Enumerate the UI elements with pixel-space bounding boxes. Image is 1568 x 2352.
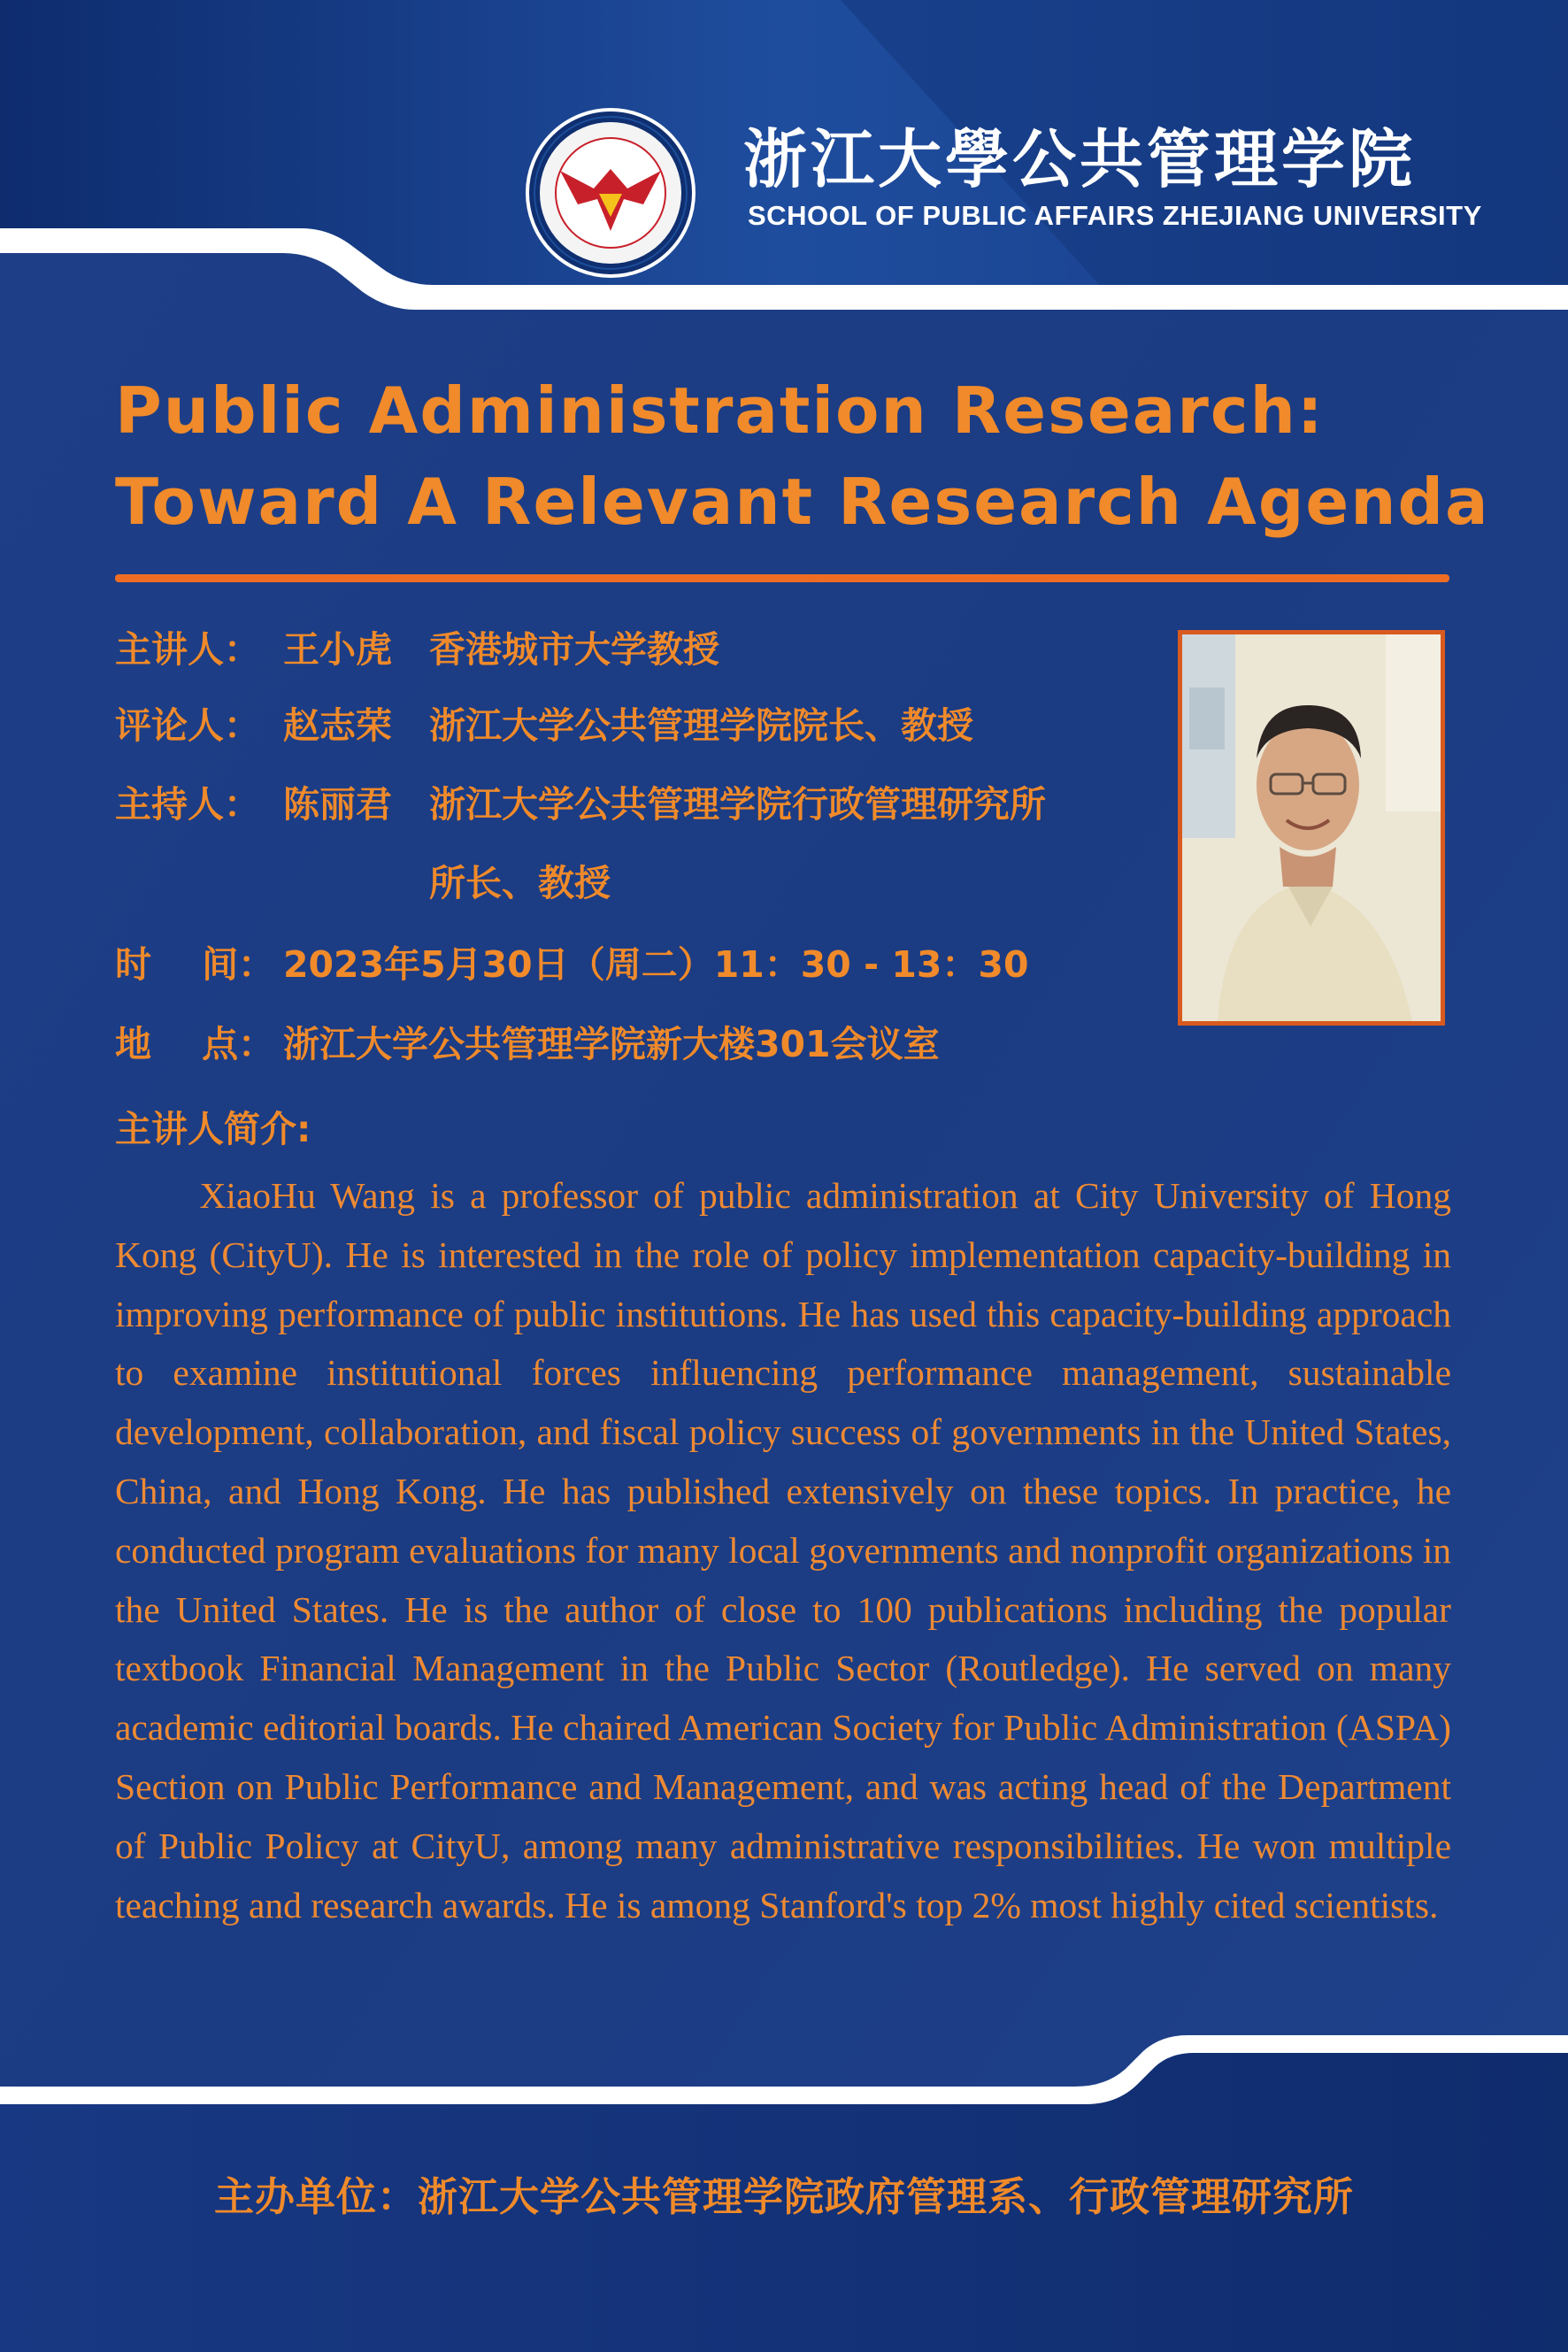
organizer-footer: 主办单位：浙江大学公共管理学院政府管理系、行政管理研究所 bbox=[213, 2173, 1354, 2220]
brand-chinese: 浙江大學公共管理学院 bbox=[743, 121, 1417, 196]
speaker-label: 主讲人： bbox=[115, 628, 260, 671]
place-value: 浙江大学公共管理学院新大楼301会议室 bbox=[283, 1023, 940, 1065]
time-label: 时 间： bbox=[115, 943, 275, 986]
host-row-continued bbox=[115, 857, 611, 910]
university-logo bbox=[525, 107, 696, 279]
speaker-photo bbox=[1178, 630, 1445, 1026]
host-label: 主持人： bbox=[115, 783, 260, 826]
title-line-2: Toward A Relevant Research Agenda bbox=[115, 465, 1490, 539]
commentator-row bbox=[115, 699, 973, 752]
lecture-title bbox=[115, 365, 1495, 548]
commentator-desc: 浙江大学公共管理学院院长、教授 bbox=[429, 704, 973, 747]
time-row bbox=[115, 938, 1028, 991]
title-line-1: Public Administration Research: bbox=[115, 373, 1325, 448]
place-label: 地 点： bbox=[115, 1023, 275, 1065]
title-divider bbox=[115, 574, 1449, 582]
speaker-desc: 香港城市大学教授 bbox=[429, 628, 719, 671]
commentator-label: 评论人： bbox=[115, 704, 260, 747]
host-row bbox=[115, 778, 1046, 831]
bio-heading: 主讲人简介: bbox=[115, 1108, 311, 1150]
time-value: 2023年5月30日（周二）11：30 - 13：30 bbox=[283, 943, 1029, 986]
bio-text: XiaoHu Wang is a professor of public administration at City University of Hong Kong (CityU). He is interested in the role of policy implementation capacity-building in improving performance of public institutions. He has used this capacity-building approach to examine institutional forces influencing performance management, sustainable development, collaboration, and fiscal policy success of governments in the United States, China, and Hong Kong. He has published extensively on these topics. In practice, he conducted program evaluations for many local governments and nonprofit organizations in the United States. He is the author of close to 100 publications including the popular textbook Financial Management in the Public Sector (Routledge). He served on many academic editorial boards. He chaired American Society for Public Administration (ASPA) Section on Public Performance and Management, and was acting head of the Department of Public Policy at CityU, among many administrative responsibilities. He won multiple teaching and research awards. He is among Stanford's top 2% most highly cited scientists. bbox=[115, 1175, 1451, 1925]
place-row bbox=[115, 1018, 940, 1071]
brand-english: SCHOOL OF PUBLIC AFFAIRS ZHEJIANG UNIVERSITY bbox=[748, 200, 1482, 231]
speaker-name: 王小虎 bbox=[283, 628, 392, 671]
host-desc: 浙江大学公共管理学院行政管理研究所 bbox=[429, 783, 1046, 826]
commentator-name: 赵志荣 bbox=[283, 704, 392, 747]
host-desc-2: 所长、教授 bbox=[429, 862, 611, 904]
speaker-row bbox=[115, 623, 719, 676]
host-name: 陈丽君 bbox=[283, 783, 392, 826]
